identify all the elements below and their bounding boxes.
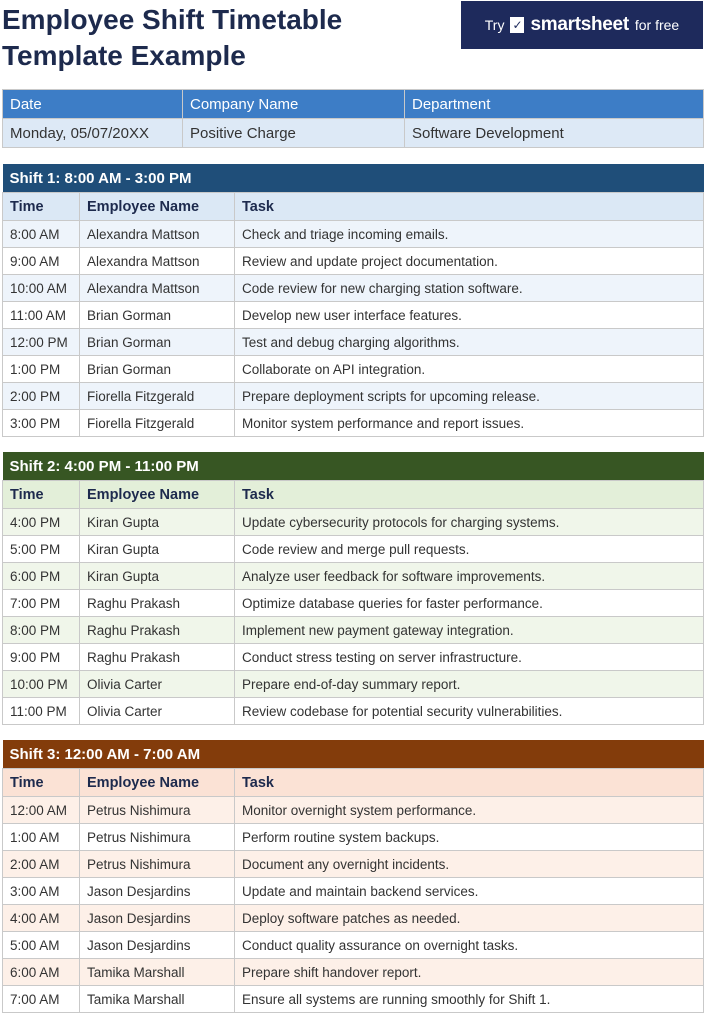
page-title-line-2: Template Example — [2, 40, 246, 71]
time-cell[interactable]: 9:00 AM — [3, 248, 80, 275]
time-cell[interactable]: 8:00 AM — [3, 221, 80, 248]
time-cell[interactable]: 2:00 AM — [3, 851, 80, 878]
shift-2-title: Shift 2: 4:00 PM - 11:00 PM — [3, 452, 704, 481]
table-row — [3, 959, 704, 986]
department-header: Department — [405, 90, 704, 119]
task-cell[interactable]: Check and triage incoming emails. — [235, 221, 704, 248]
shift-3-table — [2, 740, 704, 1013]
employee-name-cell[interactable]: Kiran Gupta — [80, 563, 235, 590]
shift-2-column-headers — [3, 481, 704, 509]
task-column-header: Task — [235, 193, 704, 221]
time-cell[interactable]: 6:00 AM — [3, 959, 80, 986]
smartsheet-check-icon: ✓ — [512, 18, 523, 32]
employee-name-cell[interactable]: Petrus Nishimura — [80, 824, 235, 851]
task-cell[interactable]: Conduct stress testing on server infrastructure. — [235, 644, 704, 671]
task-cell[interactable]: Test and debug charging algorithms. — [235, 329, 704, 356]
task-cell[interactable]: Review and update project documentation. — [235, 248, 704, 275]
time-cell[interactable]: 7:00 PM — [3, 590, 80, 617]
task-column-header: Task — [235, 481, 704, 509]
shift-1-column-headers — [3, 193, 704, 221]
employee-name-cell[interactable]: Olivia Carter — [80, 671, 235, 698]
task-cell[interactable]: Prepare end-of-day summary report. — [235, 671, 704, 698]
task-cell[interactable]: Code review for new charging station software. — [235, 275, 704, 302]
table-row — [3, 356, 704, 383]
shift-3-title: Shift 3: 12:00 AM - 7:00 AM — [3, 740, 704, 769]
employee-name-cell[interactable]: Kiran Gupta — [80, 536, 235, 563]
employee-name-cell[interactable]: Tamika Marshall — [80, 959, 235, 986]
task-cell[interactable]: Perform routine system backups. — [235, 824, 704, 851]
shift-1-title-row — [3, 164, 704, 193]
task-cell[interactable]: Monitor overnight system performance. — [235, 797, 704, 824]
employee-name-cell[interactable]: Petrus Nishimura — [80, 797, 235, 824]
time-cell[interactable]: 11:00 AM — [3, 302, 80, 329]
time-cell[interactable]: 3:00 AM — [3, 878, 80, 905]
company-name-header: Company Name — [183, 90, 405, 119]
employee-name-cell[interactable]: Jason Desjardins — [80, 932, 235, 959]
time-cell[interactable]: 6:00 PM — [3, 563, 80, 590]
employee-name-cell[interactable]: Fiorella Fitzgerald — [80, 410, 235, 437]
task-cell[interactable]: Prepare shift handover report. — [235, 959, 704, 986]
time-cell[interactable]: 2:00 PM — [3, 383, 80, 410]
time-cell[interactable]: 8:00 PM — [3, 617, 80, 644]
task-cell[interactable]: Prepare deployment scripts for upcoming release. — [235, 383, 704, 410]
table-row — [3, 329, 704, 356]
shift-2-table — [2, 452, 704, 725]
time-cell[interactable]: 1:00 AM — [3, 824, 80, 851]
task-cell[interactable]: Review codebase for potential security vulnerabilities. — [235, 698, 704, 725]
task-cell[interactable]: Collaborate on API integration. — [235, 356, 704, 383]
employee-name-cell[interactable]: Petrus Nishimura — [80, 851, 235, 878]
time-cell[interactable]: 10:00 AM — [3, 275, 80, 302]
promo-free-text: for free — [634, 17, 680, 33]
employee-name-cell[interactable]: Brian Gorman — [80, 302, 235, 329]
task-cell[interactable]: Analyze user feedback for software improvements. — [235, 563, 704, 590]
table-row — [3, 617, 704, 644]
page-title — [2, 2, 442, 74]
table-row — [3, 221, 704, 248]
table-row — [3, 698, 704, 725]
employee-name-cell[interactable]: Tamika Marshall — [80, 986, 235, 1013]
time-cell[interactable]: 1:00 PM — [3, 356, 80, 383]
employee-name-cell[interactable]: Kiran Gupta — [80, 509, 235, 536]
info-header-row — [3, 90, 704, 119]
smartsheet-logo-text: smartsheet — [530, 14, 629, 35]
task-cell[interactable]: Develop new user interface features. — [235, 302, 704, 329]
task-cell[interactable]: Monitor system performance and report issues. — [235, 410, 704, 437]
shift-2-title-row — [3, 452, 704, 481]
employee-name-cell[interactable]: Olivia Carter — [80, 698, 235, 725]
smartsheet-promo-button[interactable] — [461, 1, 703, 49]
info-table — [2, 89, 704, 148]
table-row — [3, 302, 704, 329]
table-row — [3, 797, 704, 824]
task-cell[interactable]: Ensure all systems are running smoothly for Shift 1. — [235, 986, 704, 1013]
time-cell[interactable]: 5:00 AM — [3, 932, 80, 959]
company-name-value[interactable]: Positive Charge — [183, 119, 405, 148]
table-row — [3, 383, 704, 410]
date-header: Date — [3, 90, 183, 119]
table-row — [3, 410, 704, 437]
employee-name-cell[interactable]: Alexandra Mattson — [80, 248, 235, 275]
task-cell[interactable]: Implement new payment gateway integration. — [235, 617, 704, 644]
employee-name-cell[interactable]: Raghu Prakash — [80, 644, 235, 671]
table-row — [3, 671, 704, 698]
employee-name-column-header: Employee Name — [80, 193, 235, 221]
table-row — [3, 275, 704, 302]
task-cell[interactable]: Deploy software patches as needed. — [235, 905, 704, 932]
time-cell[interactable]: 4:00 AM — [3, 905, 80, 932]
employee-name-column-header: Employee Name — [80, 769, 235, 797]
table-row — [3, 509, 704, 536]
time-cell[interactable]: 7:00 AM — [3, 986, 80, 1013]
time-cell[interactable]: 3:00 PM — [3, 410, 80, 437]
promo-try-text: Try — [484, 17, 505, 33]
task-cell[interactable]: Update cybersecurity protocols for charging systems. — [235, 509, 704, 536]
table-row — [3, 563, 704, 590]
task-cell[interactable]: Conduct quality assurance on overnight tasks. — [235, 932, 704, 959]
table-row — [3, 851, 704, 878]
table-row — [3, 644, 704, 671]
time-column-header: Time — [3, 769, 80, 797]
date-value[interactable]: Monday, 05/07/20XX — [3, 119, 183, 148]
info-value-row — [3, 119, 704, 148]
table-row — [3, 824, 704, 851]
time-cell[interactable]: 5:00 PM — [3, 536, 80, 563]
table-row — [3, 590, 704, 617]
task-cell[interactable]: Update and maintain backend services. — [235, 878, 704, 905]
shift-1-table — [2, 164, 704, 437]
time-cell[interactable]: 12:00 AM — [3, 797, 80, 824]
time-cell[interactable]: 10:00 PM — [3, 671, 80, 698]
shift-3-column-headers — [3, 769, 704, 797]
table-row — [3, 878, 704, 905]
employee-name-cell[interactable]: Fiorella Fitzgerald — [80, 383, 235, 410]
employee-name-cell[interactable]: Brian Gorman — [80, 356, 235, 383]
task-cell[interactable]: Code review and merge pull requests. — [235, 536, 704, 563]
time-cell[interactable]: 11:00 PM — [3, 698, 80, 725]
department-value[interactable]: Software Development — [405, 119, 704, 148]
table-row — [3, 932, 704, 959]
employee-name-cell[interactable]: Jason Desjardins — [80, 905, 235, 932]
task-cell[interactable]: Document any overnight incidents. — [235, 851, 704, 878]
time-column-header: Time — [3, 481, 80, 509]
time-cell[interactable]: 9:00 PM — [3, 644, 80, 671]
employee-name-cell[interactable]: Raghu Prakash — [80, 590, 235, 617]
employee-name-column-header: Employee Name — [80, 481, 235, 509]
employee-name-cell[interactable]: Alexandra Mattson — [80, 275, 235, 302]
task-cell[interactable]: Optimize database queries for faster performance. — [235, 590, 704, 617]
employee-name-cell[interactable]: Jason Desjardins — [80, 878, 235, 905]
time-cell[interactable]: 12:00 PM — [3, 329, 80, 356]
table-row — [3, 536, 704, 563]
employee-name-cell[interactable]: Raghu Prakash — [80, 617, 235, 644]
table-row — [3, 248, 704, 275]
shift-1-title: Shift 1: 8:00 AM - 3:00 PM — [3, 164, 704, 193]
employee-name-cell[interactable]: Brian Gorman — [80, 329, 235, 356]
page-title-line-1: Employee Shift Timetable — [2, 4, 343, 35]
time-cell[interactable]: 4:00 PM — [3, 509, 80, 536]
task-column-header: Task — [235, 769, 704, 797]
employee-name-cell[interactable]: Alexandra Mattson — [80, 221, 235, 248]
time-column-header: Time — [3, 193, 80, 221]
table-row — [3, 986, 704, 1013]
table-row — [3, 905, 704, 932]
shift-3-title-row — [3, 740, 704, 769]
